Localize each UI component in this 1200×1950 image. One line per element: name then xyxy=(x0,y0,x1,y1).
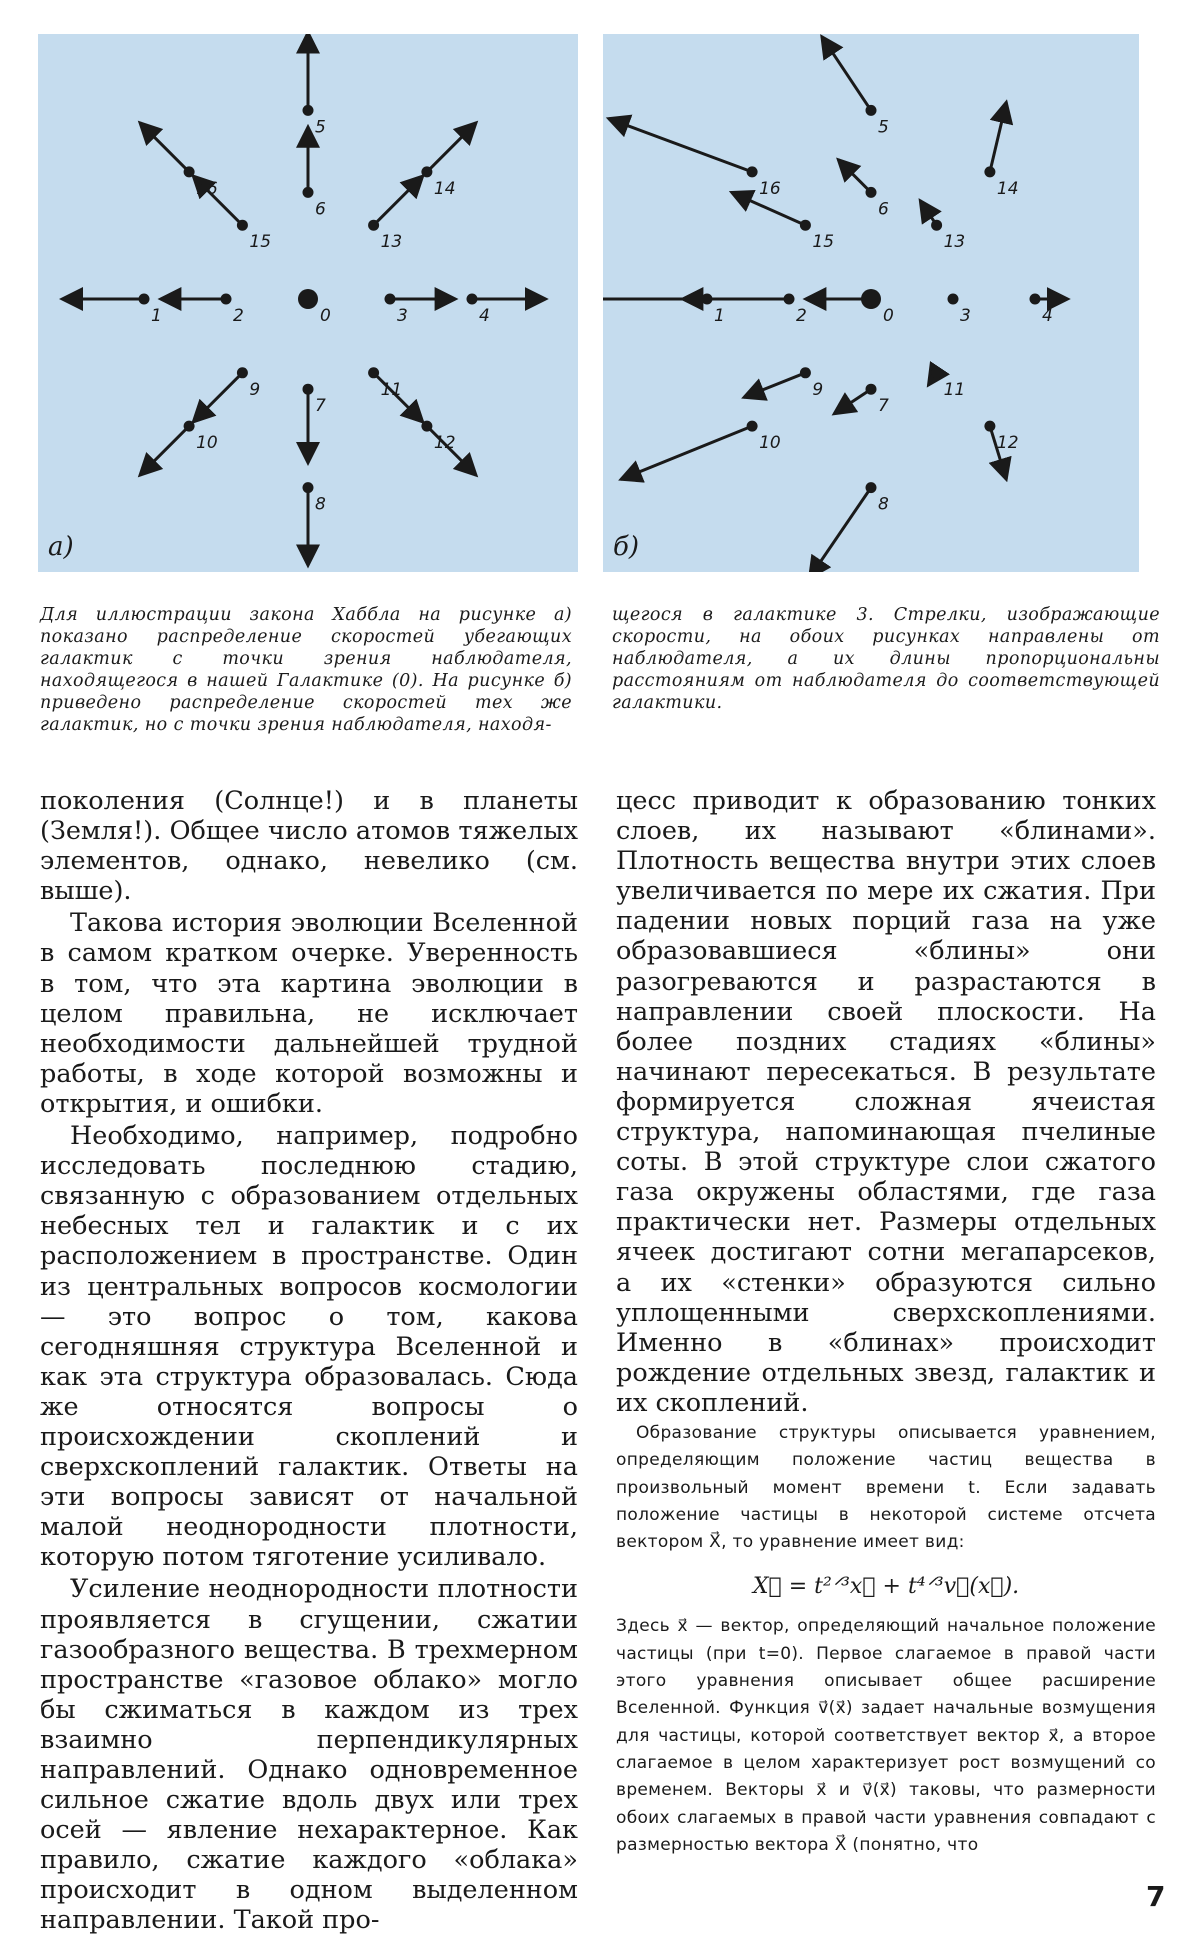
galaxy-dot-14 xyxy=(421,166,432,177)
galaxy-dot-3 xyxy=(385,294,396,305)
galaxy-label-11: 11 xyxy=(943,379,966,400)
galaxy-dot-0 xyxy=(298,289,318,309)
galaxy-dot-5 xyxy=(303,105,314,116)
galaxy-label-5: 5 xyxy=(315,117,326,138)
galaxy-dot-9 xyxy=(237,367,248,378)
galaxy-label-0: 0 xyxy=(320,306,331,326)
left-column xyxy=(40,786,578,1938)
galaxy-dot-7 xyxy=(303,384,314,395)
galaxy-label-13: 13 xyxy=(943,232,966,253)
galaxy-label-13: 13 xyxy=(380,232,403,253)
galaxy-dot-12 xyxy=(421,421,432,432)
galaxy-dot-6 xyxy=(303,187,314,198)
galaxy-label-4: 4 xyxy=(1042,306,1053,326)
galaxy-dot-4 xyxy=(467,294,478,305)
paragraph: Усиление неоднородности плотности проявляется в сгущении, сжатии газообразного вещества. В трехмерном пространстве «газовое облако» могло бы сжиматься в каждом из трех взаимно перпендикулярных направлений. Однако одновременное сильное сжатие вдоль двух или трех осей — явление нехарактерное. Как правило, сжатие каждого «облака» происходит в одном выделенном направлении. Такой про- xyxy=(40,1574,578,1936)
galaxy-label-2: 2 xyxy=(796,306,807,326)
galaxy-dot-15 xyxy=(800,220,811,231)
galaxy-dot-7 xyxy=(866,384,877,395)
galaxy-label-16: 16 xyxy=(759,178,781,199)
small-paragraph: Здесь x⃗ — вектор, определяющий начальное положение частицы (при t=0). Первое слагаемое в правой части этого уравнения описывает общее расширение Вселенной. Функция v⃗(x⃗) задает начальные возмущения для частицы, которой соответствует вектор x⃗, а второе слагаемое в целом характеризует рост возмущений со временем. Векторы x⃗ и v⃗(x⃗) таковы, что размерности обоих слагаемых в правой части уравнения совпадают с размерностью вектора X⃗ (понятно, что xyxy=(616,1616,1156,1855)
velocity-arrow-16 xyxy=(609,119,753,172)
galaxy-dot-13 xyxy=(368,220,379,231)
velocity-diagram-a xyxy=(38,34,578,572)
panel-a-label: а) xyxy=(48,532,74,562)
galaxy-dot-10 xyxy=(747,421,758,432)
galaxy-label-3: 3 xyxy=(960,306,971,326)
galaxy-label-10: 10 xyxy=(196,433,218,454)
velocity-arrow-10 xyxy=(140,426,189,475)
galaxy-label-14: 14 xyxy=(433,178,456,199)
velocity-arrow-10 xyxy=(621,426,752,479)
galaxy-label-4: 4 xyxy=(479,306,490,326)
galaxy-dot-11 xyxy=(368,367,379,378)
galaxy-dot-10 xyxy=(184,421,195,432)
galaxy-dot-2 xyxy=(221,294,232,305)
galaxy-label-10: 10 xyxy=(759,433,781,454)
velocity-arrow-5 xyxy=(822,37,871,111)
galaxy-dot-13 xyxy=(931,220,942,231)
galaxy-dot-0 xyxy=(861,289,881,309)
galaxy-label-0: 0 xyxy=(883,306,894,326)
galaxy-dot-14 xyxy=(984,166,995,177)
galaxy-dot-11 xyxy=(931,367,942,378)
paragraph: Необходимо, например, подробно исследовать последнюю стадию, связанную с образованием отдельных небесных тел и галактик и с их расположением в пространстве. Один из центральных вопросов космологии — это вопрос о том, какова сегодняшняя структура Вселенной и как эта структура образовалась. Сюда же относятся вопросы о происхождении скоплений и сверхскоплений галактик. Ответы на эти вопросы зависят от начальной малой неоднородности плотности, которую потом тяготение усиливало. xyxy=(40,1121,578,1573)
galaxy-label-3: 3 xyxy=(397,306,408,326)
galaxy-label-9: 9 xyxy=(249,379,261,400)
galaxy-dot-6 xyxy=(866,187,877,198)
figure-caption-left: Для иллюстрации закона Хаббла на рисунке а) показано распределение скоростей убегающих галактик с точки зрения наблюдателя, находящегося в нашей Галактике (0). На рисунке б) приведено распределение скоростей тех же галактик, но с точки зрения наблюдателя, находя- xyxy=(40,605,572,735)
galaxy-label-15: 15 xyxy=(249,232,272,253)
galaxy-label-8: 8 xyxy=(878,494,889,515)
paragraph: Такова история эволюции Вселенной в самом кратком очерке. Уверенность в том, что эта картина эволюции в целом правильна, не исключает необходимости дальнейшей трудной работы, в ходе которой возможны и открытия, и ошибки. xyxy=(40,908,578,1119)
velocity-diagram-b xyxy=(603,34,1139,572)
velocity-arrow-8 xyxy=(810,488,872,572)
figure-panel-a xyxy=(38,34,578,572)
galaxy-label-12: 12 xyxy=(996,433,1019,454)
galaxy-dot-8 xyxy=(866,482,877,493)
small-paragraph: Образование структуры описывается уравнением, определяющим положение частиц вещества в произвольный момент времени t. Если задавать положение частицы в некоторой системе отсчета вектором X⃗, то уравнение имеет вид: xyxy=(616,1422,1156,1553)
galaxy-label-8: 8 xyxy=(315,494,326,515)
velocity-arrow-7 xyxy=(834,389,871,414)
galaxy-dot-12 xyxy=(984,421,995,432)
page-number: 7 xyxy=(1146,1880,1166,1913)
galaxy-label-9: 9 xyxy=(812,379,824,400)
galaxy-label-7: 7 xyxy=(878,396,889,417)
galaxy-label-7: 7 xyxy=(315,396,326,417)
galaxy-label-5: 5 xyxy=(878,117,889,138)
galaxy-label-2: 2 xyxy=(233,306,244,326)
galaxy-label-6: 6 xyxy=(315,199,326,220)
galaxy-label-12: 12 xyxy=(433,433,456,454)
galaxy-dot-9 xyxy=(800,367,811,378)
galaxy-dot-1 xyxy=(139,294,150,305)
galaxy-dot-15 xyxy=(237,220,248,231)
right-column xyxy=(616,786,1156,1859)
velocity-arrow-9 xyxy=(744,373,806,398)
galaxy-dot-16 xyxy=(747,166,758,177)
figure-panel-b xyxy=(603,34,1139,572)
galaxy-label-15: 15 xyxy=(812,232,835,253)
galaxy-dot-4 xyxy=(1030,294,1041,305)
velocity-arrow-9 xyxy=(193,373,242,422)
panel-b-label: б) xyxy=(613,532,640,562)
velocity-arrow-14 xyxy=(427,123,476,172)
figure-caption-right: щегося в галактике 3. Стрелки, изображающие скорости, на обоих рисунках направлены от наблюдателя, а их длины пропорциональны расстояниям от наблюдателя до соответствующей галактики. xyxy=(612,605,1160,713)
galaxy-dot-5 xyxy=(866,105,877,116)
velocity-arrow-16 xyxy=(140,123,189,172)
equation: X⃗ = t²ᐟ³x⃗ + t⁴ᐟ³v⃗(x⃗). xyxy=(752,1574,1020,1600)
galaxy-label-1: 1 xyxy=(714,306,725,326)
galaxy-label-1: 1 xyxy=(151,306,162,326)
galaxy-label-14: 14 xyxy=(996,178,1019,199)
velocity-arrow-13 xyxy=(374,176,423,225)
paragraph: поколения (Солнце!) и в планеты (Земля!). Общее число атомов тяжелых элементов, однако, невелико (см. выше). xyxy=(40,786,578,907)
galaxy-label-11: 11 xyxy=(380,379,403,400)
galaxy-dot-2 xyxy=(784,294,795,305)
galaxy-dot-16 xyxy=(184,166,195,177)
galaxy-label-6: 6 xyxy=(878,199,889,220)
velocity-arrow-14 xyxy=(990,102,1006,172)
galaxy-dot-8 xyxy=(303,482,314,493)
paragraph: цесс приводит к образованию тонких слоев, их называют «блинами». Плотность вещества внутри этих слоев увеличивается по мере их сжатия. При падении новых порций газа на уже образовавшиеся «блины» они разогреваются и разрастаются в направлении своей плоскости. На более поздних стадиях «блины» начинают пересекаться. В результате формируется сложная ячеистая структура, напоминающая пчелиные соты. В этой структуре слои сжатого газа окружены областями, где газа практически нет. Размеры отдельных ячеек достигают сотни мегапарсеков, а их «стенки» образуются сильно уплощенными сверхскоплениями. Именно в «блинах» происходит рождение отдельных звезд, галактик и их скоплений. xyxy=(616,786,1156,1418)
galaxy-label-16: 16 xyxy=(196,178,218,199)
galaxy-dot-3 xyxy=(948,294,959,305)
velocity-arrow-6 xyxy=(838,160,871,193)
